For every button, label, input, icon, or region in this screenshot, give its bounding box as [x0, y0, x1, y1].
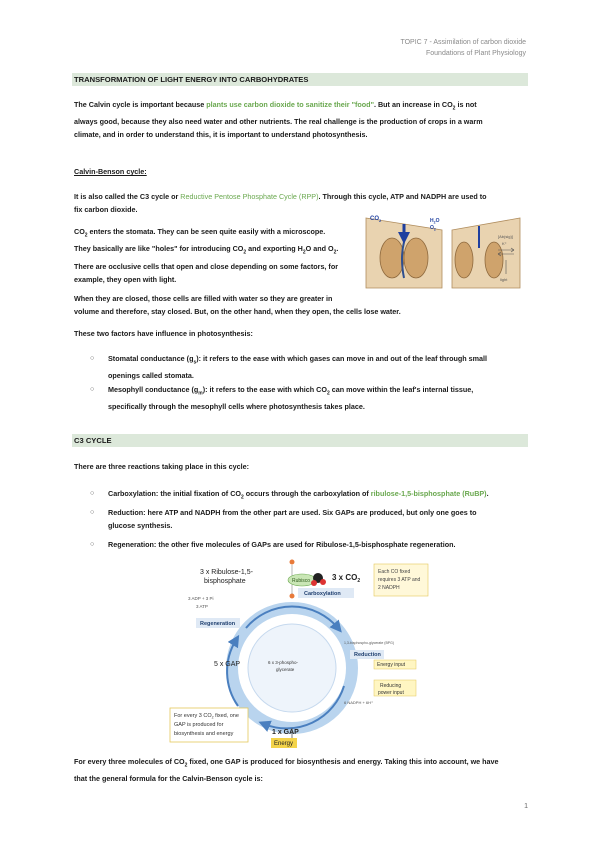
gap1-label: 1 x GAP: [272, 729, 299, 736]
subscript: 2: [243, 249, 247, 256]
intro-line: climate, and in order to understand this, it is important to understand photosynthesis.: [74, 130, 368, 140]
intro-line: always good, because they also need water and other nutrients. The real challenge is the production of crops in a warm: [74, 117, 483, 127]
subscript: 2: [326, 390, 330, 397]
t: occurs through the carboxylation of: [243, 489, 371, 498]
factor-item: [90, 352, 526, 381]
guard-cell: [404, 238, 428, 278]
o2-label: $O_2$: [430, 225, 436, 232]
reaction-item: [90, 506, 526, 532]
reaction-line: Reduction: here ATP and NADPH from the other part are used. Six GAPs are produced, but only one goes to: [108, 508, 477, 517]
c3-text: . Through this cycle, ATP and NADPH are used to: [318, 192, 487, 201]
reaction-text: [108, 487, 526, 504]
factors-intro: These two factors have influence in photosynthesis:: [74, 329, 253, 338]
bullet-icon: ○: [90, 490, 95, 497]
reaction-line: glucose synthesis.: [108, 521, 173, 530]
factor-line: openings called stomata.: [108, 371, 194, 381]
subscript: 2: [184, 762, 188, 769]
t: Mesophyll conductance (g: [108, 385, 199, 394]
rubp-highlight: ribulose-1,5-bisphosphate (RuBP): [370, 489, 487, 498]
gap-note-line: GAP is produced for: [174, 722, 224, 728]
t: ):: [196, 354, 202, 363]
t: ):: [202, 385, 208, 394]
reaction-text: Regeneration: the other five molecules of GAPs are used for Ribulose-1,5-bisphosphate regeneration.: [108, 540, 456, 549]
t: For every three molecules of CO: [74, 757, 185, 766]
subscript: m: [198, 390, 203, 397]
rubisco-label: Rubisco: [292, 578, 311, 584]
nadph-label: 6 NADPH + 6H⁺: [344, 700, 374, 705]
carboxylation-label: Carboxylation: [304, 591, 341, 597]
cost-note-line: requires 3 ATP and: [378, 577, 421, 583]
light-label: light: [500, 277, 508, 282]
bullet-icon: ○: [90, 509, 95, 516]
bpg-label: 1,3-bisphospho-glycerate (BPG): [344, 641, 394, 645]
reducing-label: power input: [378, 690, 404, 696]
stomata-line: There are occlusive cells that open and close depending on some factors, for: [74, 261, 339, 271]
closing-line: that the general formula for the Calvin-Benson cycle is:: [74, 774, 263, 784]
t: enters the stomata. They can be seen quite easily with a microscope.: [87, 227, 326, 236]
co2-label: $CO_2$: [370, 216, 382, 223]
calvin-cycle-diagram: [168, 556, 432, 752]
factor-line: specifically through the mesophyll cells where photosynthesis takes place.: [108, 402, 365, 412]
stoma-signal-label: [Ab(sig)]: [498, 234, 513, 239]
t: fixed, one GAP is produced for biosynthesis and energy. Taking this into account, we have: [187, 757, 499, 766]
c3-line: fix carbon dioxide.: [74, 205, 138, 214]
reducing-label: Reducing: [380, 683, 402, 689]
subscript: 2: [333, 249, 337, 256]
bullet-icon: ○: [90, 386, 95, 393]
rubp-label: 3 x Ribulose-1,5-: [200, 569, 253, 576]
section-title-transformation: TRANSFORMATION OF LIGHT ENERGY INTO CARBOHYDRATES: [72, 73, 528, 86]
center-label: glycerate: [276, 667, 295, 672]
energy-input-label: Energy input: [377, 662, 406, 668]
gap5-label: 5 x GAP: [214, 661, 241, 668]
subscript: 2: [452, 105, 456, 112]
t: .: [336, 244, 339, 254]
stomata-paragraph: [74, 225, 364, 286]
stoma-figure: [360, 208, 528, 290]
closed-paragraph: [74, 292, 526, 318]
guard-cell: [485, 242, 503, 278]
guard-cell: [380, 238, 404, 278]
co2-molecule-icon: [320, 579, 326, 585]
bullet-icon: ○: [90, 541, 95, 548]
h2o-label: $H_2O$: [430, 218, 440, 225]
cost-note-line: Each CO fixed: [378, 569, 411, 575]
intro-text: . But an increase in CO: [373, 100, 453, 109]
page-number: 1: [524, 803, 528, 810]
intro-text: is not: [455, 100, 477, 109]
bullet-icon: ○: [90, 355, 95, 362]
rubp-label: bisphosphate: [204, 578, 246, 585]
factor-text: [108, 352, 526, 382]
rpp-highlight: Reductive Pentose Phosphate Cycle (RPP): [180, 192, 319, 201]
stomata-line: example, they open with light.: [74, 274, 177, 284]
reactions-intro: There are three reactions taking place in this cycle:: [74, 462, 249, 471]
subscript: 2: [84, 232, 88, 239]
header-course: Foundations of Plant Physiology: [425, 50, 526, 57]
intro-paragraph: [74, 98, 526, 141]
factor-item: [90, 383, 526, 412]
closing-paragraph: [74, 755, 526, 785]
cost-note-line: 2 NADPH: [378, 585, 400, 591]
t: O and O: [305, 244, 334, 254]
adp-label: 3 ADP + 3 Pi: [188, 596, 214, 601]
section-title-c3: C3 CYCLE: [72, 434, 528, 447]
intro-highlight: plants use carbon dioxide to sanitize their "food": [206, 100, 374, 109]
energy-label: Energy: [274, 741, 294, 747]
calvin-heading: Calvin-Benson cycle:: [74, 167, 147, 176]
subscript: 2: [302, 249, 306, 256]
t: CO: [74, 227, 85, 236]
reaction-text: [108, 506, 526, 532]
gap-note-line: For every 3 $CO_2$ fixed, one: [174, 713, 239, 720]
closed-line: When they are closed, those cells are filled with water so they are greater in: [74, 294, 333, 303]
c3-text: It is also called the C3 cycle or: [74, 192, 181, 201]
t: Stomatal conductance (g: [108, 354, 194, 363]
t: can move within the leaf's internal tissue,: [329, 385, 474, 394]
subscript: s: [193, 359, 197, 366]
t: and exporting H: [246, 244, 303, 254]
header-topic: TOPIC 7 - Assimilation of carbon dioxide: [400, 39, 526, 46]
intro-text: The Calvin cycle is important because: [74, 100, 207, 109]
factor-text: [108, 383, 526, 413]
gap-note-line: biosynthesis and energy: [174, 731, 234, 737]
page-header: [400, 37, 526, 59]
co2-molecule-icon: [311, 580, 317, 586]
stoma-k-label: K⁺: [502, 241, 507, 246]
closed-line: volume and therefore, stay closed. But, on the other hand, when they open, the cells lose water.: [74, 307, 401, 316]
co2-input-label: 3 x $CO_2$: [332, 573, 361, 584]
t: They basically are like "holes" for introducing CO: [74, 244, 244, 254]
atp-label: 3 ATP: [196, 604, 208, 609]
subscript: 2: [240, 494, 244, 501]
reduction-label: Reduction: [354, 652, 381, 658]
regeneration-label: Regeneration: [200, 621, 236, 627]
phosphate-icon: [290, 560, 295, 565]
t: .: [486, 489, 489, 498]
t: it refers to the ease with which gases can move in and out of the leaf through small: [201, 354, 488, 363]
t: Carboxylation: the initial fixation of CO: [108, 489, 241, 498]
t: it refers to the ease with which CO: [207, 385, 327, 394]
guard-cell: [455, 242, 473, 278]
center-label: 6 x 3-phospho-: [268, 660, 299, 665]
phosphate-icon: [290, 594, 295, 599]
